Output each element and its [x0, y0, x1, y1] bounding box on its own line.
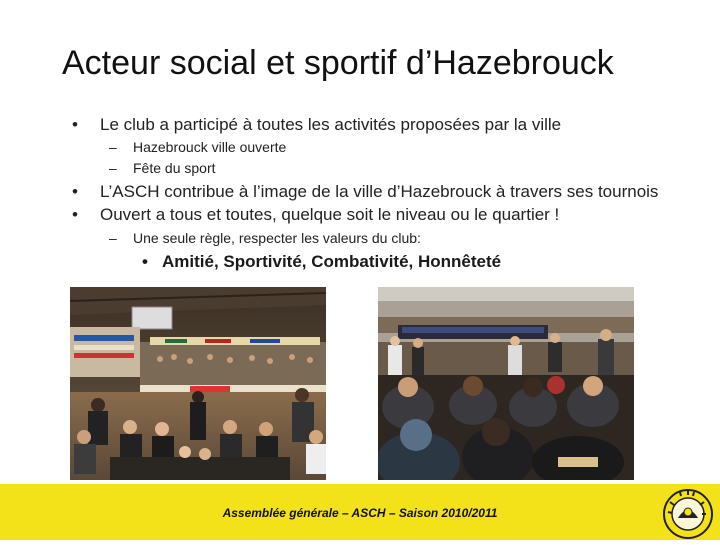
- dash-icon: –: [109, 139, 117, 155]
- bullet-item: [72, 115, 562, 135]
- slide-title: Acteur social et sportif d’Hazebrouck: [62, 44, 614, 82]
- bullet-item: [72, 182, 659, 202]
- bullet-icon: •: [72, 115, 78, 134]
- sub-bullet-text: Une seule règle, respecter les valeurs du club:: [133, 230, 421, 246]
- dash-icon: –: [109, 160, 117, 176]
- club-badge-icon: [660, 488, 716, 545]
- footer-bar: [0, 484, 720, 540]
- bullet-text: Ouvert a tous et toutes, quelque soit le niveau ou le quartier !: [100, 205, 560, 224]
- bullet-text: L’ASCH contribue à l’image de la ville d’Hazebrouck à travers ses tournois: [100, 182, 659, 201]
- gym-hall-photo-graphic: [70, 287, 326, 480]
- sub-bullet-item: [109, 160, 216, 176]
- club-badge-graphic: [660, 488, 716, 540]
- values-bullet: [142, 252, 502, 272]
- bullet-text: Le club a participé à toutes les activités proposées par la ville: [100, 115, 562, 134]
- bullet-icon: •: [142, 252, 148, 271]
- sub-bullet-text: Hazebrouck ville ouverte: [133, 139, 287, 155]
- dash-icon: –: [109, 230, 117, 246]
- gym-hall-photo: [70, 287, 326, 480]
- spectators-photo: [378, 287, 634, 480]
- sub-bullet-item: [109, 230, 421, 246]
- footer-text: Assemblée générale – ASCH – Saison 2010/2011: [222, 506, 498, 520]
- bullet-item: [72, 205, 560, 225]
- bullet-icon: •: [72, 205, 78, 224]
- spectators-photo-graphic: [378, 287, 634, 480]
- values-text: Amitié, Sportivité, Combativité, Honnêteté: [162, 252, 502, 271]
- bullet-icon: •: [72, 182, 78, 201]
- sub-bullet-item: [109, 139, 287, 155]
- sub-bullet-text: Fête du sport: [133, 160, 216, 176]
